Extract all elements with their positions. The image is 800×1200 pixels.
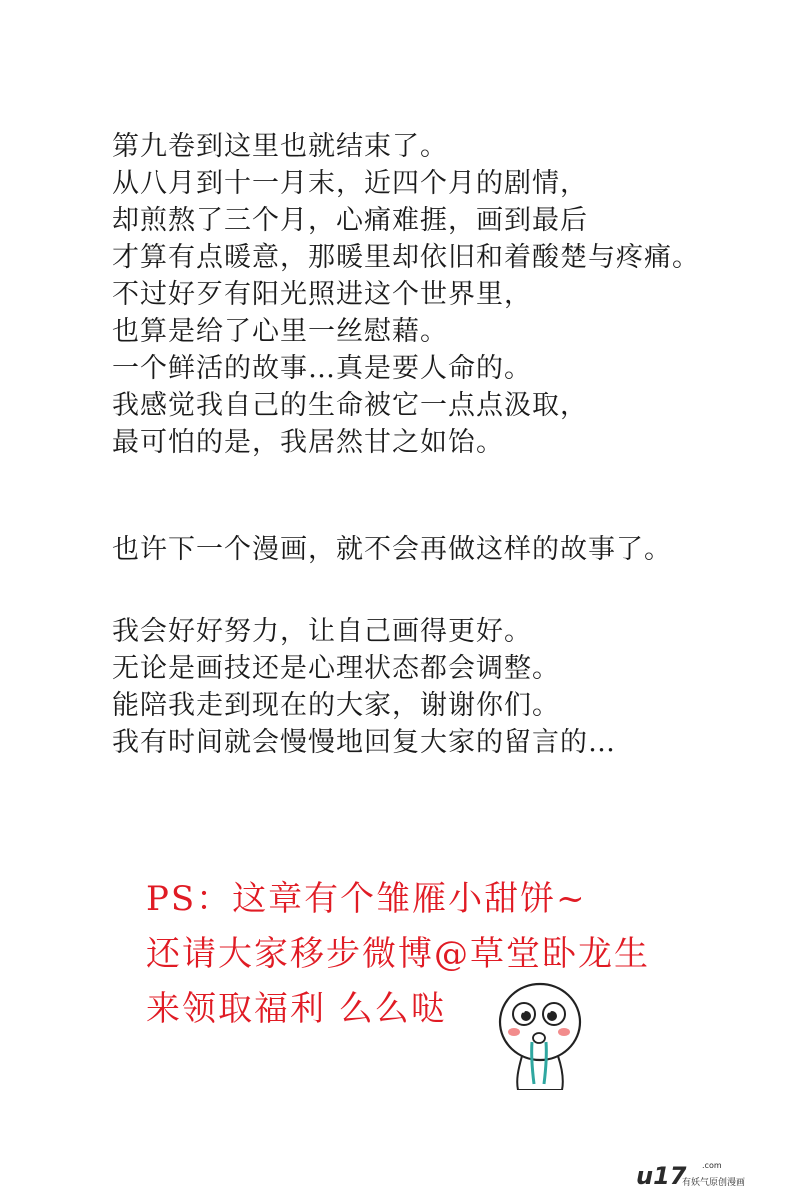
text-line: 不过好歹有阳光照进这个世界里， — [112, 279, 532, 310]
text-line: 从八月到十一月末，近四个月的剧情， — [112, 168, 588, 199]
text-line: 我有时间就会慢慢地回复大家的留言的… — [112, 727, 616, 758]
afterword-paragraph-3 — [112, 613, 772, 761]
text-line: 也许下一个漫画，就不会再做这样的故事了。 — [112, 534, 672, 565]
text-line: 才算有点暖意，那暖里却依旧和着酸楚与疼痛。 — [112, 242, 700, 273]
u17-slogan: 有妖气原创漫画 — [682, 1178, 746, 1188]
u17-logo: u17 — [636, 1162, 687, 1190]
text-line: 也算是给了心里一丝慰藉。 — [112, 316, 448, 347]
ps-line: 还请大家移步微博@草堂卧龙生 — [146, 934, 650, 974]
text-line: 一个鲜活的故事…真是要人命的。 — [112, 353, 532, 384]
crying-face-doodle-icon — [492, 972, 588, 1090]
text-line: 能陪我走到现在的大家，谢谢你们。 — [112, 690, 560, 721]
text-line: 最可怕的是，我居然甘之如饴。 — [112, 427, 504, 458]
text-line: 我感觉我自己的生命被它一点点汲取， — [112, 390, 588, 421]
ps-line: PS：这章有个雏雁小甜饼~ — [146, 879, 587, 919]
text-line: 无论是画技还是心理状态都会调整。 — [112, 653, 560, 684]
text-line: 却煎熬了三个月，心痛难捱，画到最后 — [112, 205, 588, 236]
ps-line: 来领取福利 么么哒 — [146, 989, 447, 1029]
afterword-paragraph-1 — [112, 128, 772, 461]
text-line: 我会好好努力，让自己画得更好。 — [112, 616, 532, 647]
u17-watermark — [636, 1158, 786, 1192]
text-line: 第九卷到这里也就结束了。 — [112, 131, 448, 162]
ps-note — [146, 872, 706, 1037]
u17-domain: .com — [702, 1161, 722, 1170]
afterword-paragraph-2 — [112, 531, 772, 568]
